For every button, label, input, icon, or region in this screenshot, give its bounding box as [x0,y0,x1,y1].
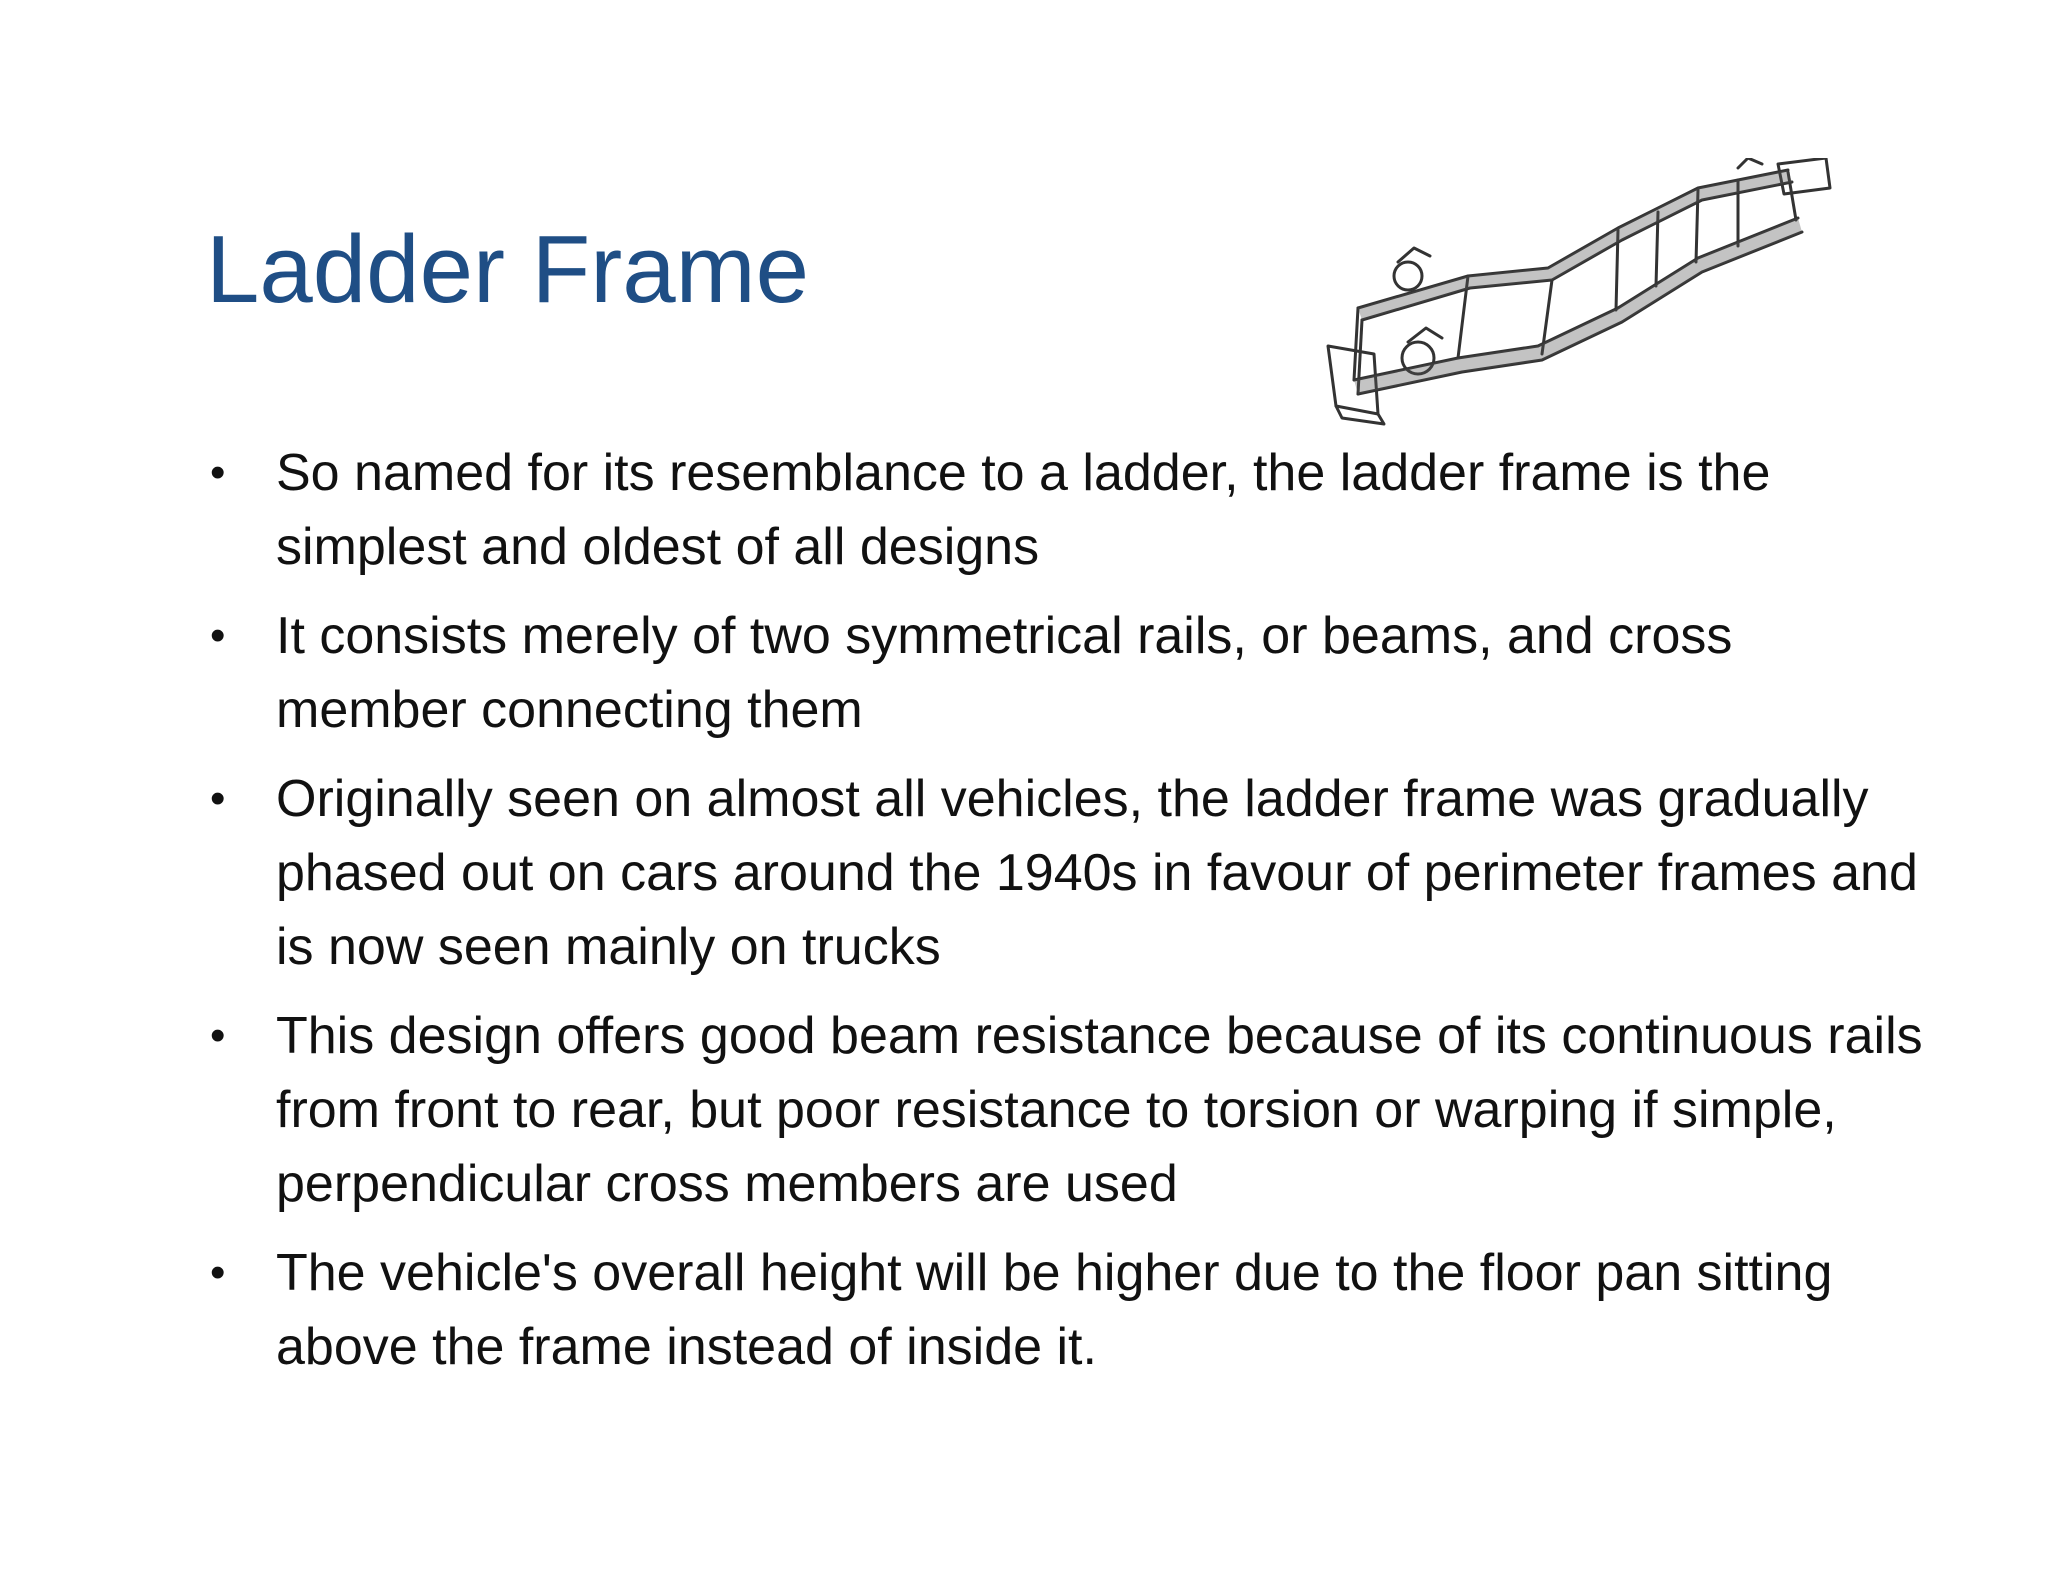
bullet-list [206,436,1926,1399]
bullet-icon: • [210,774,226,823]
bullet-icon: • [210,1248,226,1297]
bullet-icon: • [210,448,226,497]
bullet-icon: • [210,611,226,660]
bullet-text: It consists merely of two symmetrical rails, or beams, and cross member connecting them [276,607,1733,739]
ladder-frame-chassis-icon [1318,158,1838,430]
bullet-text: The vehicle's overall height will be higher due to the floor pan sitting above the frame instead of inside it. [276,1244,1833,1376]
slide-title: Ladder Frame [206,216,809,323]
list-item [206,999,1926,1221]
bullet-text: Originally seen on almost all vehicles, the ladder frame was gradually phased out on cars around the 1940s in favour of perimeter frames and is now seen mainly on trucks [276,770,1918,976]
bullet-icon: • [210,1011,226,1060]
bullet-text: So named for its resemblance to a ladder, the ladder frame is the simplest and oldest of all designs [276,444,1771,576]
list-item [206,1236,1926,1384]
list-item [206,762,1926,984]
bullet-text: This design offers good beam resistance because of its continuous rails from front to rear, but poor resistance to torsion or warping if simple, perpendicular cross members are used [276,1007,1923,1213]
list-item [206,436,1926,584]
list-item [206,599,1926,747]
